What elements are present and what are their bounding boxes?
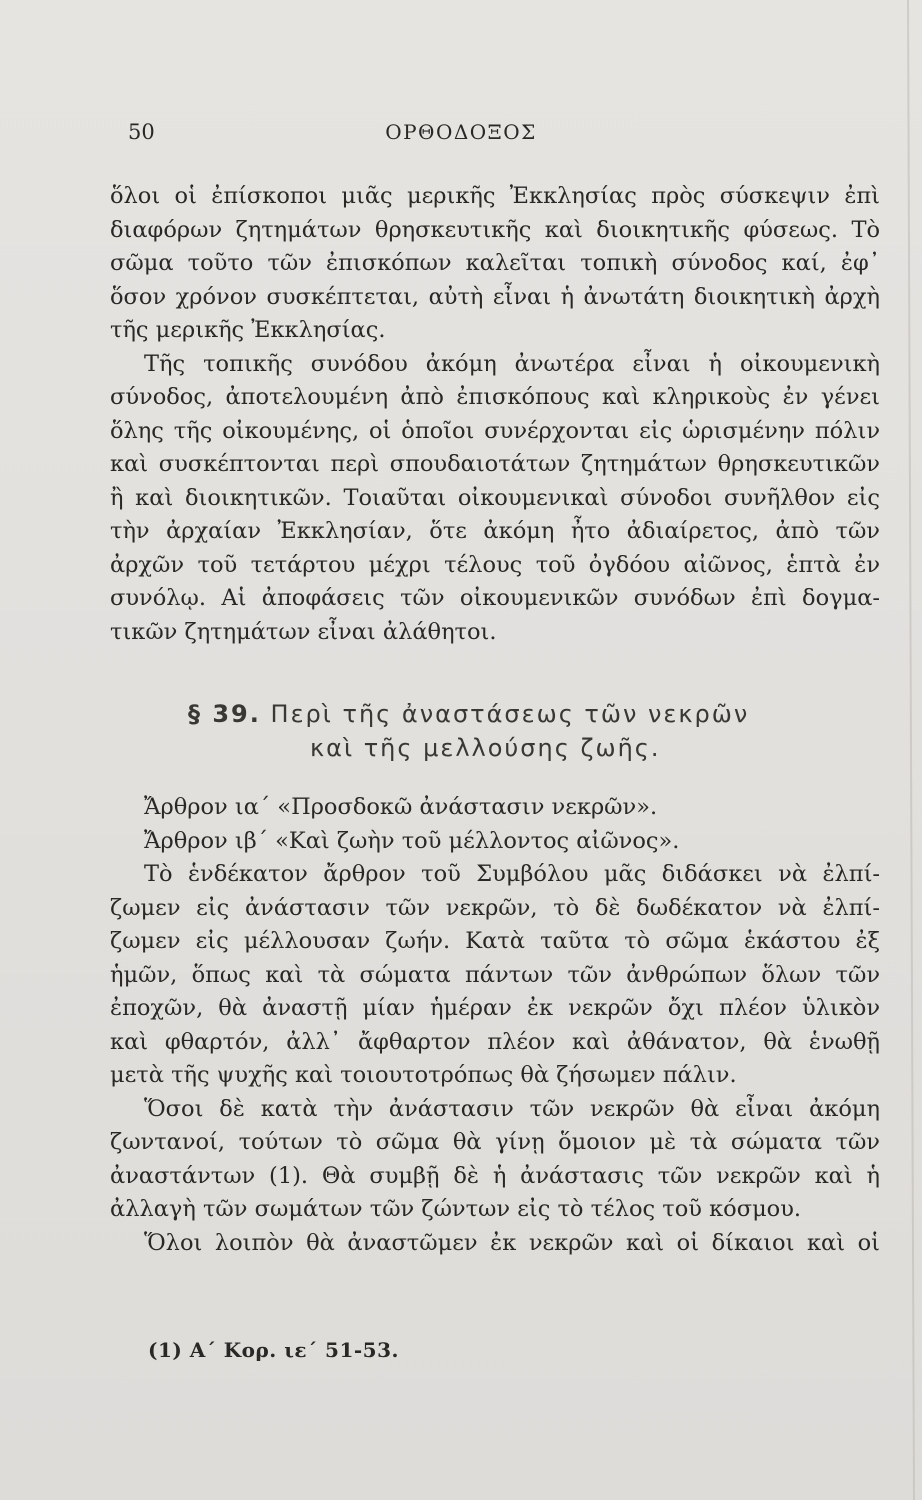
paragraph-3 (110, 858, 880, 1093)
text-line: ἀναστάντων (1). Θὰ συμβῇ δὲ ἡ ἀνάστασις τῶν νεκρῶν καὶ ἡ (110, 1162, 880, 1189)
text-line: ὅσον χρόνον συσκέπτεται, αὐτὴ εἶναι ἡ ἀνωτάτη διοικητικὴ ἀρχὴ (110, 283, 880, 310)
text-line: Ὅσοι δὲ κατὰ τὴν ἀνάστασιν τῶν νεκρῶν θὰ εἶναι ἀκόμη (144, 1095, 880, 1122)
page-header (0, 120, 922, 150)
text-line: ὅλοι οἱ ἐπίσκοποι μιᾶς μερικῆς Ἐκκλησίας πρὸς σύσκεψιν ἐπὶ (110, 183, 880, 209)
article-line: Ἄρθρον ια´ «Προσδοκῶ ἀνάστασιν νεκρῶν». (144, 794, 658, 820)
text-line: ἢ καὶ διοικητικῶν. Τοιαῦται οἰκουμενικαὶ σύνοδοι συνῆλθον εἰς (110, 484, 880, 511)
text-line: Τῆς τοπικῆς συνόδου ἀκόμη ἀνωτέρα εἶναι ἡ οἰκουμενικὴ (144, 350, 880, 377)
footnote: (1) Α´ Κορ. ιε´ 51-53. (148, 1338, 399, 1362)
paragraph-4 (110, 1093, 880, 1227)
text-line: ζωμεν εἰς μέλλουσαν ζωήν. Κατὰ ταῦτα τὸ σῶμα ἑκάστου ἐξ (110, 928, 880, 954)
text-line: τὴν ἀρχαίαν Ἐκκλησίαν, ὅτε ἀκόμη ἦτο ἀδιαίρετος, ἀπὸ τῶν (110, 518, 880, 544)
text-line: ζωντανοί, τούτων τὸ σῶμα θὰ γίνῃ ὅμοιον μὲ τὰ σώματα τῶν (110, 1129, 880, 1155)
text-line: ἀλλαγὴ τῶν σωμάτων τῶν ζώντων εἰς τὸ τέλος τοῦ κόσμου. (110, 1196, 802, 1222)
text-line: Τὸ ἑνδέκατον ἄρθρον τοῦ Συμβόλου μᾶς διδάσκει νὰ ἐλπί- (144, 861, 880, 887)
text-line: Ὅλοι λοιπὸν θὰ ἀναστῶμεν ἐκ νεκρῶν καὶ οἱ δίκαιοι καὶ οἱ (144, 1229, 880, 1256)
text-line: καὶ συσκέπτονται περὶ σπουδαιοτάτων ζητημάτων θρησκευτικῶν (110, 451, 880, 477)
article-line: Ἄρθρον ιβ´ «Καὶ ζωὴν τοῦ μέλλοντος αἰῶνος». (144, 827, 680, 854)
text-line: σύνοδος, ἀποτελουμένη ἀπὸ ἐπισκόπους καὶ κληρικοὺς ἐν γένει (110, 384, 880, 410)
text-line: ὅλης τῆς οἰκουμένης, οἱ ὁποῖοι συνέρχονται εἰς ὡρισμένην πόλιν (110, 417, 880, 444)
section-title-part-1: Περὶ τῆς ἀναστάσεως τῶν νεκρῶν (270, 700, 750, 728)
article-list (110, 791, 880, 858)
text-line: ἀρχῶν τοῦ τετάρτου μέχρι τέλους τοῦ ὀγδόου αἰῶνος, ἑπτὰ ἐν (110, 551, 880, 578)
text-line: ἡμῶν, ὅπως καὶ τὰ σώματα πάντων τῶν ἀνθρώπων ὅλων τῶν (110, 961, 880, 988)
text-line: ζωμεν εἰς ἀνάστασιν τῶν νεκρῶν, τὸ δὲ δωδέκατον νὰ ἐλπί- (110, 894, 880, 921)
text-line: τῆς μερικῆς Ἐκκλησίας. (110, 317, 386, 343)
section-title-part-2: καὶ τῆς μελλούσης ζωῆς. (310, 734, 661, 762)
text-line: σῶμα τοῦτο τῶν ἐπισκόπων καλεῖται τοπικὴ σύνοδος καί, ἐφ᾽ (110, 250, 880, 276)
running-title: ΟΡΘΟΔΟΞΟΣ (385, 120, 537, 144)
paragraph-2 (110, 348, 880, 650)
section-heading (110, 697, 880, 765)
text-line: διαφόρων ζητημάτων θρησκευτικῆς καὶ διοικητικῆς φύσεως. Τὸ (110, 216, 880, 243)
page-body (110, 180, 880, 1260)
paragraph-1 (110, 180, 880, 348)
text-line: μετὰ τῆς ψυχῆς καὶ τοιουτοτρόπως θὰ ζήσωμεν πάλιν. (110, 1062, 737, 1088)
paragraph-5 (110, 1227, 880, 1261)
section-number: § 39. (188, 700, 261, 728)
section-heading-line-1 (110, 697, 880, 731)
text-line: καὶ φθαρτόν, ἀλλ᾽ ἄφθαρτον πλέον καὶ ἀθάνατον, θὰ ἑνωθῇ (110, 1028, 880, 1055)
text-line: συνόλῳ. Αἱ ἀποφάσεις τῶν οἰκουμενικῶν συνόδων ἐπὶ δογμα- (110, 585, 880, 611)
page-number: 50 (128, 120, 155, 144)
text-line: τικῶν ζητημάτων εἶναι ἀλάθητοι. (110, 618, 497, 645)
text-line: ἐποχῶν, θὰ ἀναστῇ μίαν ἡμέραν ἐκ νεκρῶν ὄχι πλέον ὑλικὸν (110, 995, 880, 1021)
